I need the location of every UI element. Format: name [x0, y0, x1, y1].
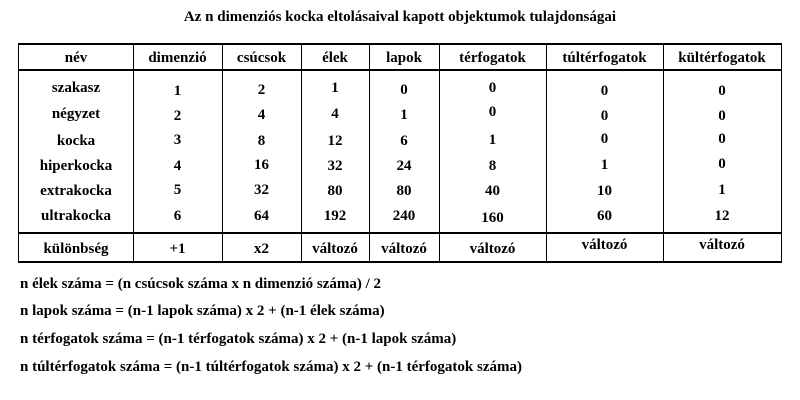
table-cell: 8: [488, 158, 497, 174]
column-divider: [546, 45, 547, 261]
formula-edges: n élek száma = (n csúcsok száma x n dimenzió száma) / 2: [20, 276, 382, 292]
table-cell: 40: [485, 183, 500, 199]
table-cell: 4: [173, 158, 182, 174]
column-divider: [222, 45, 223, 261]
table-cell: 0: [718, 83, 726, 99]
header-tulterfogatok: túltérfogatok: [562, 50, 647, 66]
table-cell: 0: [600, 108, 609, 124]
table-cell: 80: [396, 183, 412, 199]
formula-hypervolumes: n túltérfogatok száma = (n-1 túltérfogatok száma) x 2 + (n-1 térfogatok száma): [20, 359, 523, 375]
column-divider: [439, 45, 440, 261]
table-cell: 1: [400, 107, 408, 123]
header-nev: név: [64, 50, 88, 66]
row-name-extrakocka: extrakocka: [40, 183, 112, 199]
table-cell: 2: [173, 108, 182, 124]
table-title: Az n dimenziós kocka eltolásaival kapott objektumok tulajdonságai: [183, 9, 617, 25]
table-cell: 12: [714, 208, 730, 224]
column-divider: [663, 45, 664, 261]
header-divider: [19, 69, 781, 71]
table-cell: 2: [257, 82, 266, 98]
header-kulterfogatok: kültérfogatok: [678, 50, 766, 66]
properties-table: [18, 43, 782, 263]
table-cell: 32: [327, 158, 343, 174]
table-cell: 8: [257, 133, 266, 149]
row-name-ultrakocka: ultrakocka: [40, 208, 111, 224]
table-cell: 1: [488, 132, 497, 148]
table-cell: 60: [597, 208, 612, 224]
table-cell: 0: [718, 156, 726, 172]
table-cell: 4: [257, 107, 266, 123]
table-cell: 12: [327, 133, 343, 149]
table-cell: 0: [488, 80, 497, 96]
formula-volumes: n térfogatok száma = (n-1 térfogatok száma) x 2 + (n-1 lapok száma): [20, 331, 457, 347]
table-cell: 192: [323, 208, 347, 224]
difference-cell: változó: [699, 237, 745, 253]
row-name-szakasz: szakasz: [51, 80, 101, 96]
table-cell: 0: [718, 108, 726, 124]
header-terfogatok: térfogatok: [459, 50, 526, 66]
difference-cell: változó: [312, 241, 358, 257]
row-name-kocka: kocka: [56, 133, 96, 149]
table-cell: 1: [173, 83, 182, 99]
table-cell: 1: [718, 182, 726, 198]
table-cell: 0: [600, 83, 609, 99]
table-cell: 32: [254, 182, 269, 198]
difference-cell: változó: [581, 237, 628, 253]
difference-cell: változó: [381, 241, 427, 257]
table-cell: 16: [254, 157, 269, 173]
column-divider: [369, 45, 370, 261]
table-cell: 0: [488, 104, 497, 120]
header-elek: élek: [322, 50, 348, 66]
column-divider: [301, 45, 302, 261]
table-cell: 4: [331, 106, 339, 122]
table-cell: 80: [327, 183, 343, 199]
table-cell: 6: [400, 133, 408, 149]
table-cell: 0: [718, 131, 726, 147]
difference-cell: x2: [254, 241, 269, 257]
header-csucsok: csúcsok: [236, 50, 287, 66]
table-cell: 240: [392, 208, 416, 224]
table-cell: 0: [600, 131, 609, 147]
column-divider: [133, 45, 134, 261]
table-cell: 0: [400, 82, 408, 98]
difference-cell: +1: [169, 241, 186, 257]
row-name-negyzet: négyzet: [51, 106, 101, 122]
table-cell: 64: [254, 208, 269, 224]
table-cell: 1: [331, 80, 339, 96]
difference-cell: változó: [469, 241, 516, 257]
table-cell: 5: [173, 182, 182, 198]
table-cell: 160: [481, 210, 504, 226]
formula-faces: n lapok száma = (n-1 lapok száma) x 2 + (n-1 élek száma): [20, 303, 385, 319]
header-dimenzio: dimenzió: [148, 50, 207, 66]
difference-divider: [19, 232, 781, 234]
row-name-hiperkocka: hiperkocka: [39, 158, 113, 174]
table-cell: 1: [600, 157, 609, 173]
header-lapok: lapok: [386, 50, 422, 66]
table-cell: 24: [396, 158, 412, 174]
table-cell: 3: [173, 132, 182, 148]
table-cell: 10: [597, 183, 612, 199]
table-cell: 6: [173, 208, 182, 224]
difference-label: különbség: [43, 241, 109, 257]
